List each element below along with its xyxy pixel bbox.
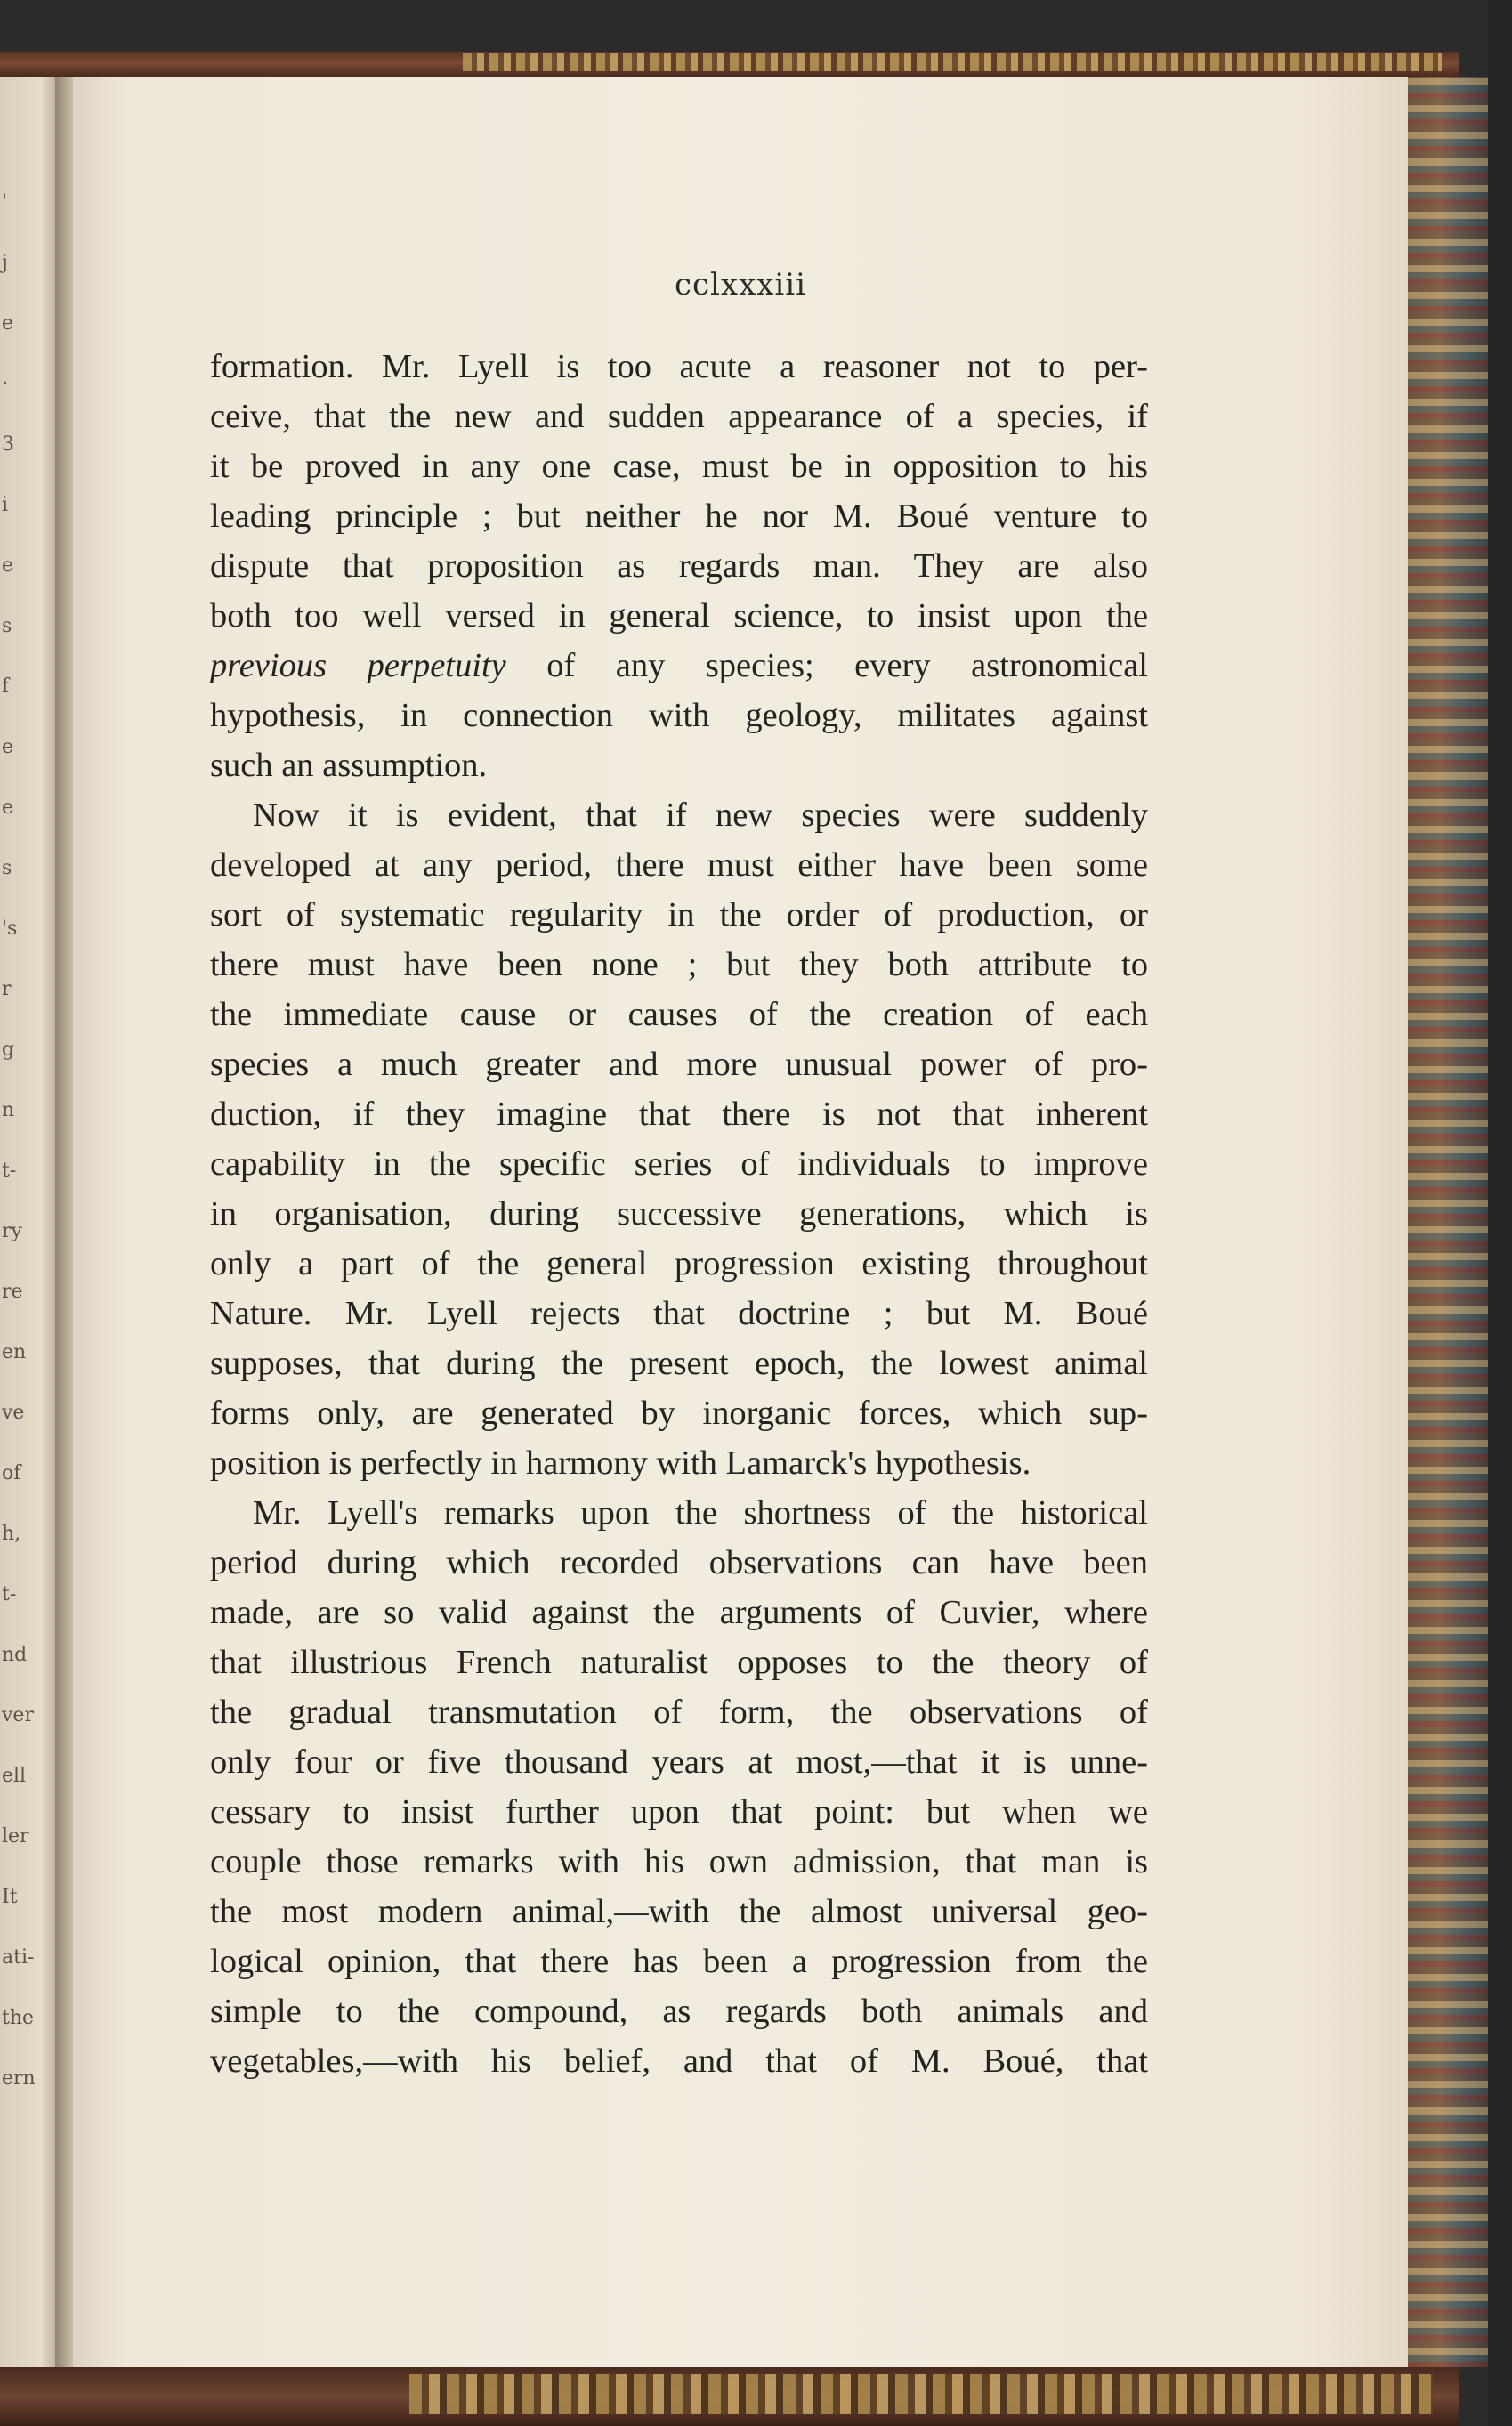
facing-page-fragment: s bbox=[2, 857, 12, 879]
facing-page-fragment: · bbox=[2, 373, 8, 395]
facing-page-fragment: g bbox=[2, 1039, 15, 1061]
text-line: leading principle ; but neither he nor M. Boué venture to bbox=[210, 497, 1148, 535]
text-line: couple those remarks with his own admission, that man is bbox=[210, 1843, 1148, 1880]
facing-page-fragment: f bbox=[2, 675, 10, 698]
facing-page-fragment: ver bbox=[2, 1704, 34, 1727]
paragraph-start: Now it is evident, that if new species were suddenly bbox=[253, 797, 1148, 834]
facing-page-fragment: of bbox=[2, 1462, 21, 1484]
text-line: both too well versed in general science, to insist upon the bbox=[210, 597, 1148, 635]
facing-page-fragment: ati- bbox=[2, 1946, 35, 1969]
facing-page-fragment: e bbox=[2, 312, 14, 335]
gilt-edge-bottom bbox=[409, 2374, 1433, 2414]
paragraph-start: Mr. Lyell's remarks upon the shortness of the historical bbox=[253, 1494, 1148, 1532]
text-line: dispute that proposition as regards man. They are also bbox=[210, 547, 1148, 585]
facing-page-fragment: re bbox=[2, 1281, 23, 1303]
text-line: forms only, are generated by inorganic forces, which sup- bbox=[210, 1395, 1148, 1432]
facing-page-fragment: n bbox=[2, 1099, 15, 1121]
text-line: supposes, that during the present epoch, the lowest animal bbox=[210, 1345, 1148, 1382]
text-line: the gradual transmutation of form, the observations of bbox=[210, 1694, 1148, 1731]
text-line: hypothesis, in connection with geology, militates against bbox=[210, 697, 1148, 734]
text-line: logical opinion, that there has been a progression from the bbox=[210, 1943, 1148, 1980]
text-line: only a part of the general progression existing throughout bbox=[210, 1245, 1148, 1282]
facing-page-fragment: nd bbox=[2, 1644, 28, 1666]
page-gutter bbox=[55, 77, 73, 2367]
text-line: the most modern animal,—with the almost universal geo- bbox=[210, 1893, 1148, 1930]
facing-page-fragment: 3 bbox=[2, 433, 14, 456]
scanner-border-right bbox=[1488, 0, 1512, 2426]
page-text bbox=[210, 342, 1148, 2086]
text-line: simple to the compound, as regards both animals and bbox=[210, 1993, 1148, 2030]
facing-page-fragment: ell bbox=[2, 1765, 27, 1787]
text-line: sort of systematic regularity in the order of production, or bbox=[210, 896, 1148, 934]
facing-page-fragment: the bbox=[2, 2007, 35, 2029]
facing-page-fragment: ve bbox=[2, 1402, 25, 1424]
text-line: species a much greater and more unusual power of pro- bbox=[210, 1046, 1148, 1083]
facing-page-fragment: t- bbox=[2, 1583, 17, 1605]
text-line: formation. Mr. Lyell is too acute a reasoner not to per- bbox=[210, 348, 1148, 385]
facing-page-fragment: s bbox=[2, 615, 12, 637]
facing-page-fragment: en bbox=[2, 1341, 27, 1363]
text-line: developed at any period, there must either have been some bbox=[210, 846, 1148, 884]
facing-page-fragment: 's bbox=[2, 918, 18, 940]
text-line: it be proved in any one case, must be in opposition to his bbox=[210, 448, 1148, 485]
text-line: made, are so valid against the arguments of Cuvier, where bbox=[210, 1594, 1148, 1631]
facing-page-fragment: h, bbox=[2, 1523, 21, 1545]
text-line: Nature. Mr. Lyell rejects that doctrine ; but M. Boué bbox=[210, 1295, 1148, 1332]
facing-page-fragment: It bbox=[2, 1886, 18, 1908]
marbled-page-edge bbox=[1408, 77, 1488, 2367]
facing-page-fragment: ern bbox=[2, 2067, 36, 2090]
facing-page-fragment: j bbox=[2, 252, 8, 274]
italic-phrase: previous perpetuity bbox=[210, 647, 506, 684]
text-line: position is perfectly in harmony with Lamarck's hypothesis. bbox=[210, 1444, 1031, 1482]
text-line: cessary to insist further upon that point: but when we bbox=[210, 1793, 1148, 1831]
facing-page-fragment: ' bbox=[2, 191, 8, 214]
facing-page-fragment: e bbox=[2, 797, 14, 819]
text-line-italic-phrase bbox=[210, 641, 1148, 691]
text-line: the immediate cause or causes of the creation of each bbox=[210, 996, 1148, 1033]
text-line: only four or five thousand years at most,—that it is unne- bbox=[210, 1743, 1148, 1781]
facing-page-fragment: ry bbox=[2, 1220, 22, 1242]
facing-page-fragment: t- bbox=[2, 1160, 17, 1182]
facing-page-fragment: ler bbox=[2, 1825, 29, 1848]
facing-page-fragment: r bbox=[2, 978, 12, 1000]
text-line: there must have been none ; but they both attribute to bbox=[210, 946, 1148, 983]
facing-page-fragment: e bbox=[2, 736, 14, 758]
line-rest: of any species; every astronomical bbox=[505, 647, 1148, 684]
gilt-edge-top bbox=[463, 53, 1442, 71]
text-line: that illustrious French naturalist opposes to the theory of bbox=[210, 1644, 1148, 1681]
page-number: cclxxxiii bbox=[674, 267, 807, 303]
text-line: vegetables,—with his belief, and that of M. Boué, that bbox=[210, 2042, 1148, 2080]
text-line: period during which recorded observations can have been bbox=[210, 1544, 1148, 1581]
facing-page-text-fragments bbox=[2, 178, 36, 2115]
facing-page-fragment: e bbox=[2, 554, 14, 577]
text-line: such an assumption. bbox=[210, 747, 488, 784]
facing-page-fragment: i bbox=[2, 494, 9, 516]
text-line: in organisation, during successive generations, which is bbox=[210, 1195, 1148, 1233]
text-line: capability in the specific series of individuals to improve bbox=[210, 1145, 1148, 1183]
text-line: duction, if they imagine that there is not that inherent bbox=[210, 1096, 1148, 1133]
text-line: ceive, that the new and sudden appearance of a species, if bbox=[210, 398, 1148, 435]
